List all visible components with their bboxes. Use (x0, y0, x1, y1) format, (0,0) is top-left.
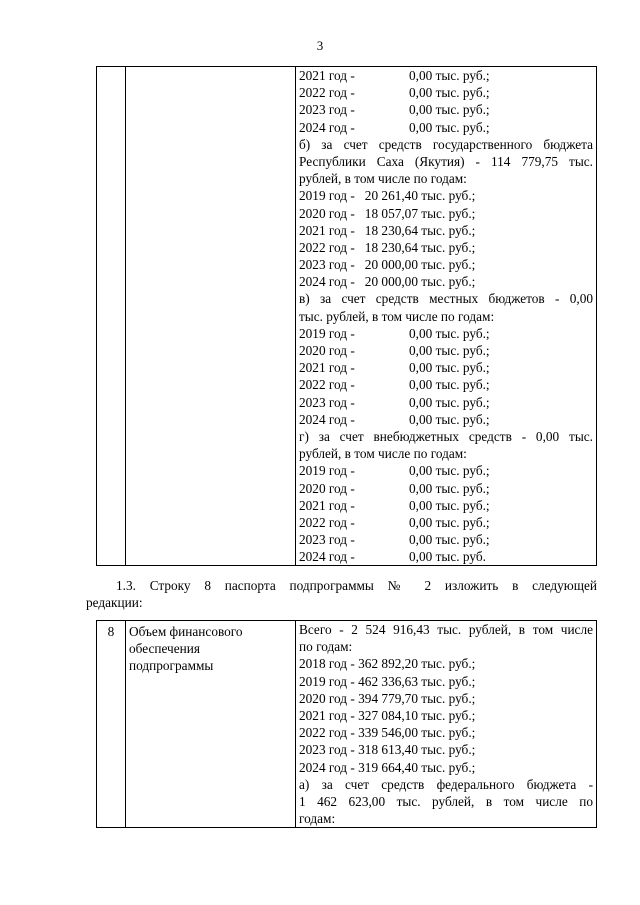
year-row: 2023 год - 0,00 тыс. руб.; (299, 394, 490, 410)
year-row: 2022 год - 0,00 тыс. руб.; (299, 514, 490, 530)
year-row: 2023 год - 318 613,40 тыс. руб.; (299, 742, 476, 758)
year-row: 2020 год - 0,00 тыс. руб.; (299, 480, 490, 496)
section-b-text: Республики Саха (Якутия) - 114 779,75 тыс. (299, 153, 593, 169)
title-cell (126, 67, 296, 566)
section-b-text: б) за счет средств государственного бюджета (299, 136, 593, 152)
section-b-text: рублей, в том числе по годам: (299, 171, 467, 187)
year-row: 2023 год - 20 000,00 тыс. руб.; (299, 257, 476, 273)
title-cell (126, 621, 296, 828)
year-row: 2023 год - 0,00 тыс. руб.; (299, 532, 490, 548)
title-line: подпрограммы (129, 658, 214, 674)
year-row: 2022 год - 0,00 тыс. руб.; (299, 377, 490, 393)
year-row: 2020 год - 394 779,70 тыс. руб.; (299, 690, 476, 706)
year-row: 2018 год - 362 892,20 тыс. руб.; (299, 656, 476, 672)
passport-table-continued (96, 66, 597, 566)
funding-cell (296, 621, 597, 828)
number-cell (97, 67, 126, 566)
year-row: 2024 год - 319 664,40 тыс. руб.; (299, 759, 476, 775)
year-row: 2022 год - 18 230,64 тыс. руб.; (299, 239, 476, 255)
total-text: по годам: (299, 639, 353, 655)
section-a-text: годам: (299, 811, 336, 827)
section-a-text: а) за счет средств федерального бюджета - (299, 776, 593, 792)
year-row: 2019 год - 0,00 тыс. руб.; (299, 325, 490, 341)
year-row: 2021 год - 18 230,64 тыс. руб.; (299, 222, 476, 238)
section-g-text: г) за счет внебюджетных средств - 0,00 тыс. (299, 428, 593, 444)
year-row: 2019 год - 0,00 тыс. руб.; (299, 463, 490, 479)
title-line: Объем финансового (129, 624, 243, 639)
title-line: обеспечения (129, 641, 200, 657)
section-g-text: рублей, в том числе по годам: (299, 446, 467, 462)
year-row: 2019 год - 20 261,40 тыс. руб.; (299, 188, 476, 204)
total-text: Всего - 2 524 916,43 тыс. рублей, в том числе (299, 622, 593, 637)
section-a-text: 1 462 623,00 тыс. рублей, в том числе по (299, 793, 593, 809)
year-row: 2023 год - 0,00 тыс. руб.; (299, 102, 490, 118)
section-v-text: в) за счет средств местных бюджетов - 0,00 (299, 291, 593, 307)
year-row: 2024 год - 20 000,00 тыс. руб.; (299, 274, 476, 290)
year-row: 2024 год - 0,00 тыс. руб.; (299, 411, 490, 427)
year-row: 2022 год - 339 546,00 тыс. руб.; (299, 725, 476, 741)
year-row: 2021 год - 0,00 тыс. руб.; (299, 360, 490, 376)
amendment-paragraph (86, 577, 597, 611)
passport-table-row-8 (96, 620, 597, 828)
year-row: 2020 год - 0,00 тыс. руб.; (299, 343, 490, 358)
year-row: 2020 год - 18 057,07 тыс. руб.; (299, 205, 476, 221)
year-row: 2021 год - 0,00 тыс. руб.; (299, 497, 490, 513)
row-number: 8 (107, 624, 115, 639)
number-cell (97, 621, 126, 828)
paragraph-line: 1.3. Строку 8 паспорта подпрограммы № 2 изложить в следующей (116, 578, 597, 593)
year-row: 2024 год - 0,00 тыс. руб. (299, 549, 486, 565)
year-row: 2021 год - 0,00 тыс. руб.; (299, 68, 490, 83)
year-row: 2021 год - 327 084,10 тыс. руб.; (299, 707, 476, 723)
year-row: 2024 год - 0,00 тыс. руб.; (299, 119, 490, 135)
year-row: 2019 год - 462 336,63 тыс. руб.; (299, 673, 476, 689)
page-number: 3 (316, 38, 324, 53)
year-row: 2022 год - 0,00 тыс. руб.; (299, 85, 490, 101)
section-v-text: тыс. рублей, в том числе по годам: (299, 308, 495, 324)
funding-cell (296, 67, 597, 566)
paragraph-line: редакции: (86, 595, 143, 611)
